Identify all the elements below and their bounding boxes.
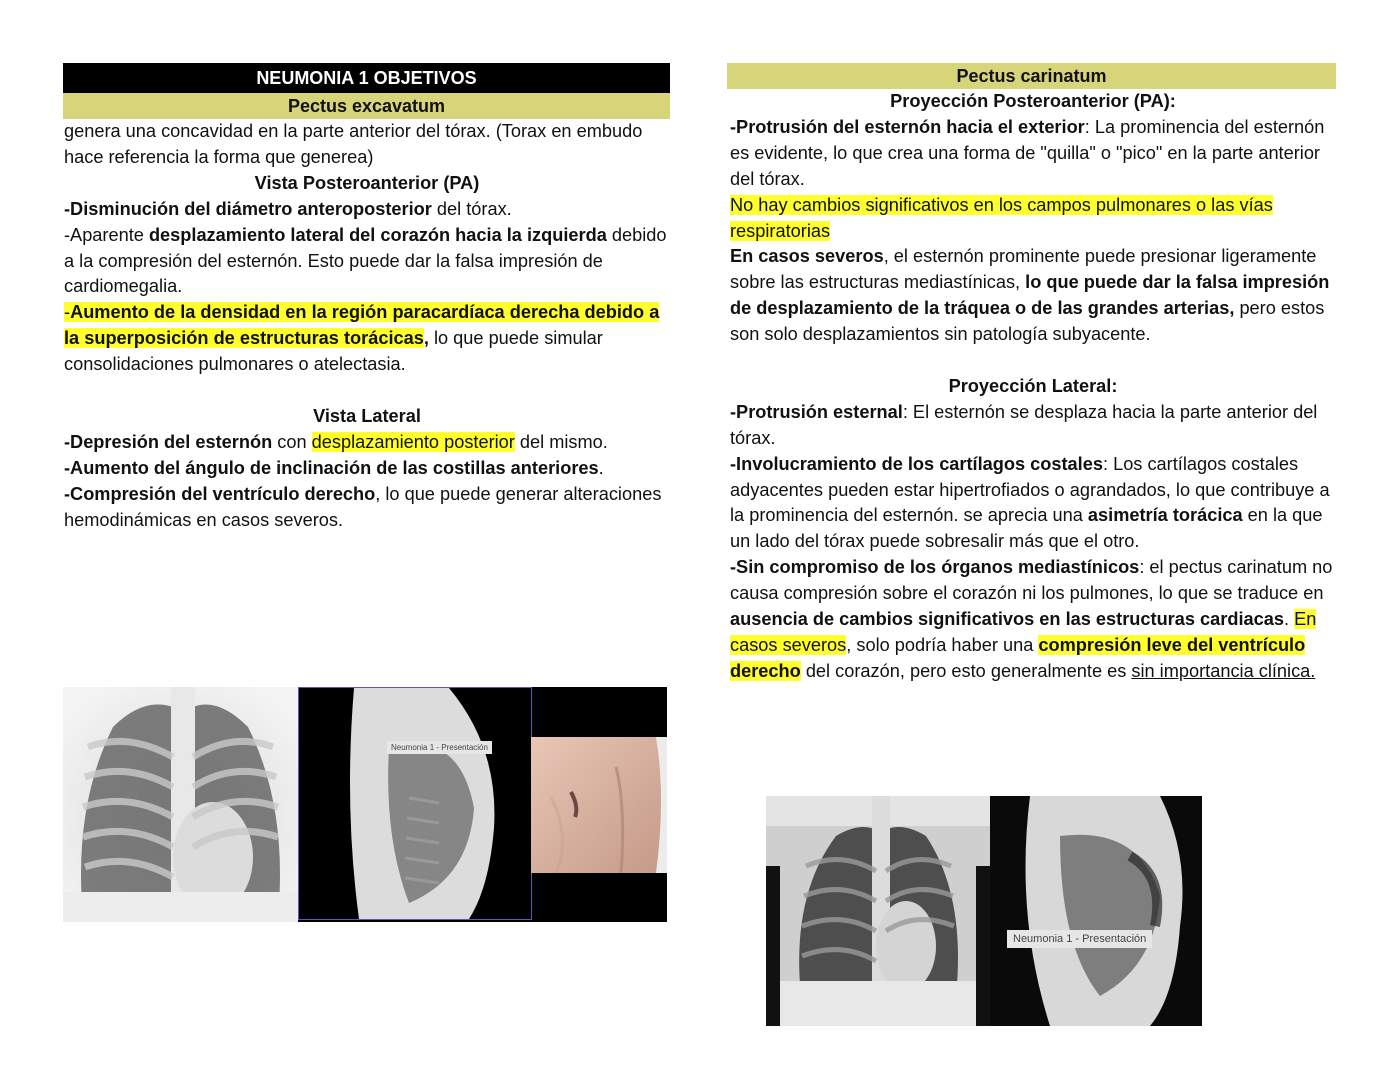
image-caption: Neumonia 1 - Presentación — [1007, 930, 1152, 948]
lateral-heading: Proyección Lateral: — [948, 375, 1118, 396]
pa-heading: Proyección Posteroanterior (PA): — [890, 91, 1176, 111]
chest-xray-pa-image — [766, 796, 990, 1026]
lateral-heading: Vista Lateral — [313, 405, 421, 426]
section-title-pectus-excavatum: Pectus excavatum — [63, 93, 670, 119]
intro-paragraph: genera una concavidad en la parte anterior del tórax. (Torax en embudo hace referencia la forma que generea) — [64, 121, 643, 167]
excavatum-text — [63, 119, 670, 533]
lat-item-3: -Sin compromiso de los órganos mediastínicos: el pectus carinatum no causa compresión sobre el corazón ni los pulmones, lo que se traduce en ausencia de cambios significativos en las estructuras cardiacas. En casos severos, solo podría haber una compresión leve del ventrículo derecho del corazón, pero esto generalmente es sin importancia clínica. — [730, 557, 1333, 681]
carinatum-image-strip — [766, 796, 1202, 1026]
lat-item-2: -Aumento del ángulo de inclinación de las costillas anteriores. — [64, 457, 604, 478]
lat-item-1: -Depresión del esternón con desplazamiento posterior del mismo. — [64, 431, 608, 452]
chest-xray-pa-image — [63, 687, 298, 922]
pa-item-3: -Aumento de la densidad en la región paracardíaca derecha debido a la superposición de estructuras torácicas, lo que puede simular consolidaciones pulmonares o atelectasia. — [64, 302, 660, 375]
right-column — [727, 63, 1336, 685]
left-column — [63, 63, 670, 533]
pa-heading: Vista Posteroanterior (PA) — [254, 172, 480, 193]
pa-item-2: -Aparente desplazamiento lateral del corazón hacia la izquierda debido a la compresión del esternón. Esto puede dar la falsa impresión de cardiomegalia. — [64, 224, 667, 297]
lat-item-1: -Protrusión esternal: El esternón se desplaza hacia la parte anterior del tórax. — [730, 401, 1318, 448]
lat-item-2: -Involucramiento de los cartílagos costales: Los cartílagos costales adyacentes pueden estar hipertrofiados o agrandados, lo que contribuye a la prominencia del esternón. se aprecia una asimetría torácica en la que un lado del tórax puede sobresalir más que el otro. — [730, 453, 1330, 552]
pa-item-1: -Protrusión del esternón hacia el exterior: La prominencia del esternón es evidente, lo que crea una forma de "quilla" o "pico" en la parte anterior del tórax. — [730, 116, 1325, 189]
carinatum-text — [727, 89, 1336, 685]
document-title: NEUMONIA 1 OBJETIVOS — [63, 63, 670, 93]
chest-xray-lateral-image — [298, 687, 532, 920]
chest-xray-lateral-image — [990, 796, 1202, 1026]
image-caption: Neumonia 1 - Presentación — [387, 741, 492, 754]
excavatum-image-strip — [63, 687, 667, 922]
pa-item-1: -Disminución del diámetro anteroposterior del tórax. — [64, 198, 512, 219]
section-title-pectus-carinatum: Pectus carinatum — [727, 63, 1336, 89]
pa-item-3: En casos severos, el esternón prominente puede presionar ligeramente sobre las estructuras mediastínicas, lo que puede dar la falsa impresión de desplazamiento de la tráquea o de las grandes arterias, pero estos son solo desplazamientos sin patología subyacente. — [730, 246, 1330, 345]
lat-item-3: -Compresión del ventrículo derecho, lo que puede generar alteraciones hemodinámicas en casos severos. — [64, 483, 662, 530]
pa-item-2: No hay cambios significativos en los campos pulmonares o las vías respiratorias — [730, 194, 1273, 241]
patient-chest-photo — [531, 737, 667, 873]
